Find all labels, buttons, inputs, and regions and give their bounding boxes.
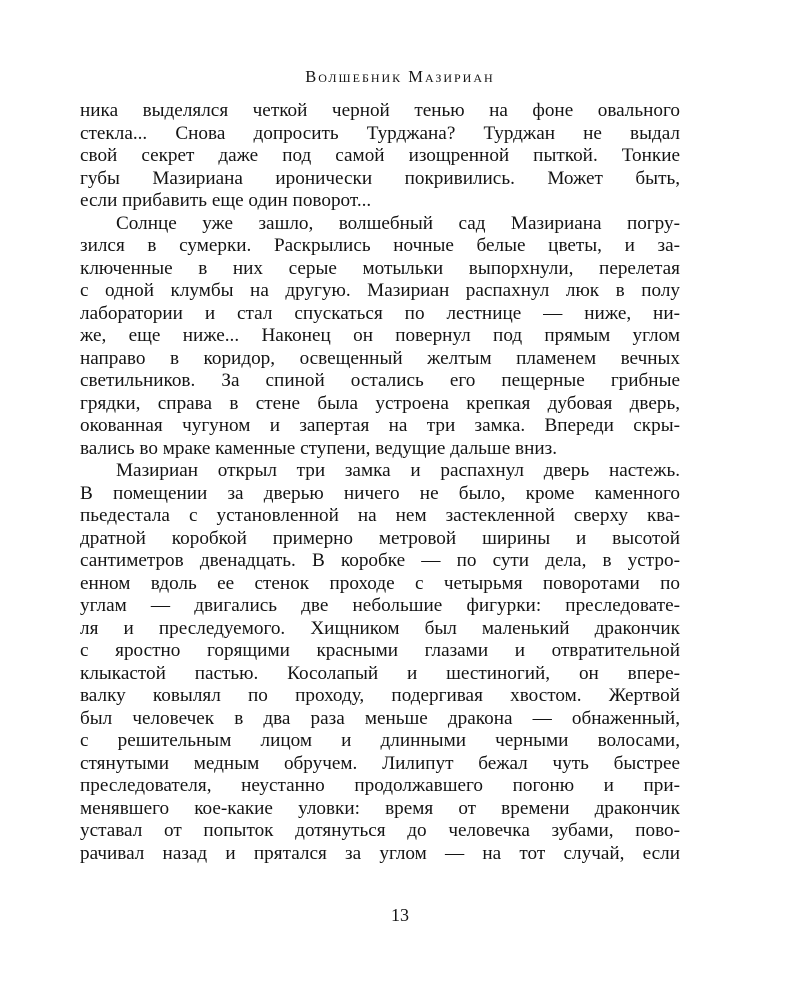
text-line: стянутыми медным обручем. Лилипут бежал чуть быстрее bbox=[80, 752, 680, 774]
paragraph-first-line: Солнце уже зашло, волшебный сад Мазириана погру- bbox=[116, 212, 680, 234]
text-line: если прибавить еще один поворот... bbox=[80, 190, 372, 211]
text-line: клыкастой пастью. Косолапый и шестиногий, он впере- bbox=[80, 662, 680, 684]
text-line: губы Мазириана иронически покривились. Может быть, bbox=[80, 167, 680, 189]
running-title: Волшебник Мазириан bbox=[305, 67, 495, 86]
text-line: зился в сумерки. Раскрылись ночные белые цветы, и за- bbox=[80, 235, 680, 256]
text-line: же, еще ниже... Наконец он повернул под прямым углом bbox=[80, 325, 680, 346]
text-line: преследователя, неустанно продолжавшего погоню и при- bbox=[80, 775, 680, 796]
text-line: с одной клумбы на другую. Мазириан распахнул люк в полу bbox=[80, 280, 680, 301]
text-line: рачивал назад и прятался за углом — на тот случай, если bbox=[80, 842, 680, 864]
text-line: сантиметров двенадцать. В коробке — по сути дела, в устро- bbox=[80, 550, 680, 571]
text-line: с яростно горящими красными глазами и отвратительной bbox=[80, 640, 680, 661]
text-line: с решительным лицом и длинными черными волосами, bbox=[80, 730, 680, 751]
text-line: был человечек в два раза меньше дракона — обнаженный, bbox=[80, 707, 680, 729]
text-line: лаборатории и стал спускаться по лестнице — ниже, ни- bbox=[80, 302, 680, 324]
body-text bbox=[80, 100, 680, 865]
text-line: направо в коридор, освещенный желтым пламенем вечных bbox=[80, 347, 680, 369]
paragraph-first-line: Мазириан открыл три замка и распахнул дверь настежь. bbox=[116, 460, 680, 481]
text-line: валку ковылял по проходу, подергивая хвостом. Жертвой bbox=[80, 685, 680, 706]
text-line: ключенные в них серые мотыльки выпорхнули, перелетая bbox=[80, 257, 680, 279]
text-line: пьедестала с установленной на нем застекленной сверху ква- bbox=[80, 505, 680, 526]
text-line: светильников. За спиной остались его пещерные грибные bbox=[80, 370, 680, 391]
text-line: стекла... Снова допросить Турджана? Турджан не выдал bbox=[80, 122, 680, 144]
text-line: ля и преследуемого. Хищником был маленький дракончик bbox=[80, 617, 680, 639]
page-number: 13 bbox=[391, 905, 409, 925]
text-line: уставал от попыток дотянуться до человечка зубами, пово- bbox=[80, 820, 680, 841]
text-line: дратной коробкой примерно метровой ширины и высотой bbox=[80, 527, 680, 549]
text-line: енном вдоль ее стенок проходе с четырьмя поворотами по bbox=[80, 572, 680, 594]
text-line: окованная чугуном и запертая на три замка. Впереди скры- bbox=[80, 415, 680, 436]
text-line: грядки, справа в стене была устроена крепкая дубовая дверь, bbox=[80, 392, 680, 414]
text-line: вались во мраке каменные ступени, ведущие дальше вниз. bbox=[80, 437, 557, 459]
text-line: углам — двигались две небольшие фигурки: преследовате- bbox=[80, 595, 680, 616]
text-line: свой секрет даже под самой изощренной пыткой. Тонкие bbox=[80, 145, 680, 166]
text-line: менявшего кое-какие уловки: время от времени дракончик bbox=[80, 797, 680, 819]
text-line: В помещении за дверью ничего не было, кроме каменного bbox=[80, 482, 680, 504]
text-line: ника выделялся четкой черной тенью на фоне овального bbox=[80, 100, 680, 121]
